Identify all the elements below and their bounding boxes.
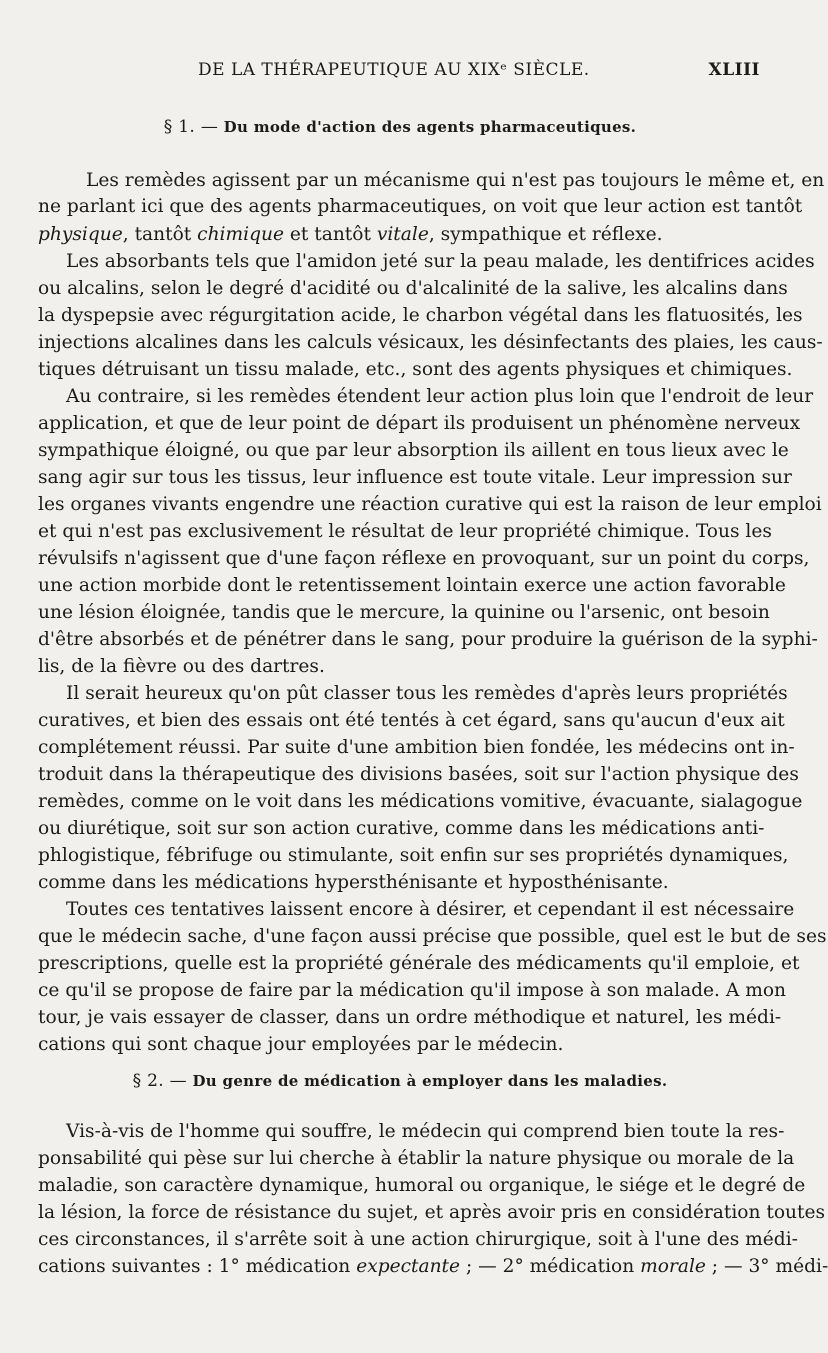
- text-line: [0, 221, 800, 249]
- text-line: [0, 923, 827, 951]
- text-line: [0, 383, 814, 411]
- text-line: [0, 302, 803, 330]
- text-line-content: une action morbide dont le retentissement lointain exerce une action favorable: [38, 575, 786, 596]
- running-head: [0, 60, 800, 88]
- text-line-content: physique, tantôt chimique et tantôt vitale, sympathique et réflexe.: [38, 224, 663, 245]
- text-line: [0, 1199, 826, 1227]
- text-line: [0, 193, 803, 221]
- section-title: Du mode d'action des agents pharmaceutiques.: [223, 118, 637, 136]
- text-line: [0, 653, 800, 681]
- text-line-content: remèdes, comme on le voit dans les médications vomitive, évacuante, sialagogue: [38, 791, 803, 812]
- text-line: [0, 1253, 828, 1281]
- text-line-content: comme dans les médications hypersthénisante et hyposthénisante.: [38, 872, 669, 893]
- text-line-content: lis, de la fièvre ou des dartres.: [38, 656, 325, 677]
- text-line-content: application, et que de leur point de départ ils produisent un phénomène nerveux: [38, 413, 801, 434]
- text-line: [0, 491, 822, 519]
- text-line: [0, 329, 823, 357]
- text-line-content: prescriptions, quelle est la propriété générale des médicaments qu'il emploie, et: [38, 953, 800, 974]
- section-heading-1: [0, 117, 800, 137]
- text-line: [0, 545, 810, 573]
- text-line-content: sang agir sur tous les tissus, leur influence est toute vitale. Leur impression sur: [38, 467, 792, 488]
- text-line-content: révulsifs n'agissent que d'une façon réflexe en provoquant, sur un point du corps,: [38, 548, 810, 569]
- text-line: [0, 599, 800, 627]
- text-line-content: Il serait heureux qu'on pût classer tous les remèdes d'après leurs propriétés: [66, 683, 788, 704]
- text-line: [0, 950, 800, 978]
- text-line-content: Toutes ces tentatives laissent encore à désirer, et cependant il est nécessaire: [66, 899, 795, 920]
- text-line: [0, 410, 800, 438]
- text-line: [0, 815, 800, 843]
- text-line: [0, 896, 800, 924]
- text-line: [0, 869, 800, 897]
- text-line: [0, 464, 800, 492]
- text-line-content: sympathique éloigné, ou que par leur absorption ils aillent en tous lieux avec le: [38, 440, 789, 461]
- text-line: [0, 680, 800, 708]
- text-line: [0, 572, 800, 600]
- text-line: [0, 788, 803, 816]
- text-line-content: maladie, son caractère dynamique, humoral ou organique, le siége et le degré de: [38, 1175, 806, 1196]
- text-line-content: d'être absorbés et de pénétrer dans le sang, pour produire la guérison de la syphi-: [38, 629, 818, 650]
- text-line-content: la lésion, la force de résistance du sujet, et après avoir pris en considération toutes: [38, 1202, 826, 1223]
- text-line-content: complétement réussi. Par suite d'une ambition bien fondée, les médecins ont in-: [38, 737, 795, 758]
- text-line: [0, 167, 825, 195]
- section-heading-2: [0, 1071, 800, 1091]
- text-line: [0, 437, 800, 465]
- text-line: [0, 734, 800, 762]
- text-line-content: ou diurétique, soit sur son action curative, comme dans les médications anti-: [38, 818, 765, 839]
- text-line: [0, 1004, 800, 1032]
- text-line-content: et qui n'est pas exclusivement le résultat de leur propriété chimique. Tous les: [38, 521, 772, 542]
- text-line: [0, 842, 800, 870]
- text-line-content: que le médecin sache, d'une façon aussi précise que possible, quel est le but de ses: [38, 926, 827, 947]
- text-line: [0, 1145, 800, 1173]
- text-line: [0, 248, 815, 276]
- text-line: [0, 518, 800, 546]
- text-line-content: ou alcalins, selon le degré d'acidité ou d'alcalinité de la salive, les alcalins dans: [38, 278, 788, 299]
- section-title: Du genre de médication à employer dans les maladies.: [192, 1072, 668, 1090]
- text-line-content: la dyspepsie avec régurgitation acide, le charbon végétal dans les flatuosités, les: [38, 305, 803, 326]
- text-line: [0, 1172, 806, 1200]
- text-line: [0, 356, 800, 384]
- text-line-content: Au contraire, si les remèdes étendent leur action plus loin que l'endroit de leur: [66, 386, 814, 407]
- text-line: [0, 626, 818, 654]
- page-number: XLIII: [708, 60, 760, 80]
- text-line-content: cations qui sont chaque jour employées par le médecin.: [38, 1034, 564, 1055]
- running-head-title: DE LA THÉRAPEUTIQUE AU XIXᵉ SIÈCLE.: [198, 60, 590, 80]
- text-line-content: une lésion éloignée, tandis que le mercure, la quinine ou l'arsenic, ont besoin: [38, 602, 770, 623]
- text-line: [0, 1031, 800, 1059]
- text-line-content: les organes vivants engendre une réaction curative qui est la raison de leur emploi: [38, 494, 822, 515]
- text-line-content: injections alcalines dans les calculs vésicaux, les désinfectants des plaies, les caus-: [38, 332, 823, 353]
- section-number: § 1. —: [163, 117, 219, 137]
- text-line-content: tiques détruisant un tissu malade, etc., sont des agents physiques et chimiques.: [38, 359, 793, 380]
- text-line: [0, 707, 800, 735]
- text-line: [0, 1118, 800, 1146]
- text-line-content: troduit dans la thérapeutique des divisions basées, soit sur l'action physique des: [38, 764, 799, 785]
- text-line-content: ponsabilité qui pèse sur lui cherche à établir la nature physique ou morale de la: [38, 1148, 795, 1169]
- text-line-content: tour, je vais essayer de classer, dans un ordre méthodique et naturel, les médi-: [38, 1007, 782, 1028]
- text-line-content: ce qu'il se propose de faire par la médication qu'il impose à son malade. A mon: [38, 980, 787, 1001]
- text-line: [0, 1226, 800, 1254]
- text-line-content: phlogistique, fébrifuge ou stimulante, soit enfin sur ses propriétés dynamiques,: [38, 845, 789, 866]
- text-line-content: Vis-à-vis de l'homme qui souffre, le médecin qui comprend bien toute la res-: [66, 1121, 785, 1142]
- text-line: [0, 977, 800, 1005]
- text-line: [0, 761, 800, 789]
- text-line-content: ne parlant ici que des agents pharmaceutiques, on voit que leur action est tantôt: [38, 196, 803, 217]
- text-line-content: Les remèdes agissent par un mécanisme qui n'est pas toujours le même et, en: [86, 170, 825, 191]
- text-line-content: Les absorbants tels que l'amidon jeté sur la peau malade, les dentifrices acides: [66, 251, 815, 272]
- text-line-content: ces circonstances, il s'arrête soit à une action chirurgique, soit à l'une des médi-: [38, 1229, 798, 1250]
- text-line-content: curatives, et bien des essais ont été tentés à cet égard, sans qu'aucun d'eux ait: [38, 710, 785, 731]
- text-line-content: cations suivantes : 1° médication expectante ; — 2° médication morale ; — 3° médi-: [38, 1256, 828, 1277]
- text-line: [0, 275, 800, 303]
- section-number: § 2. —: [132, 1071, 187, 1091]
